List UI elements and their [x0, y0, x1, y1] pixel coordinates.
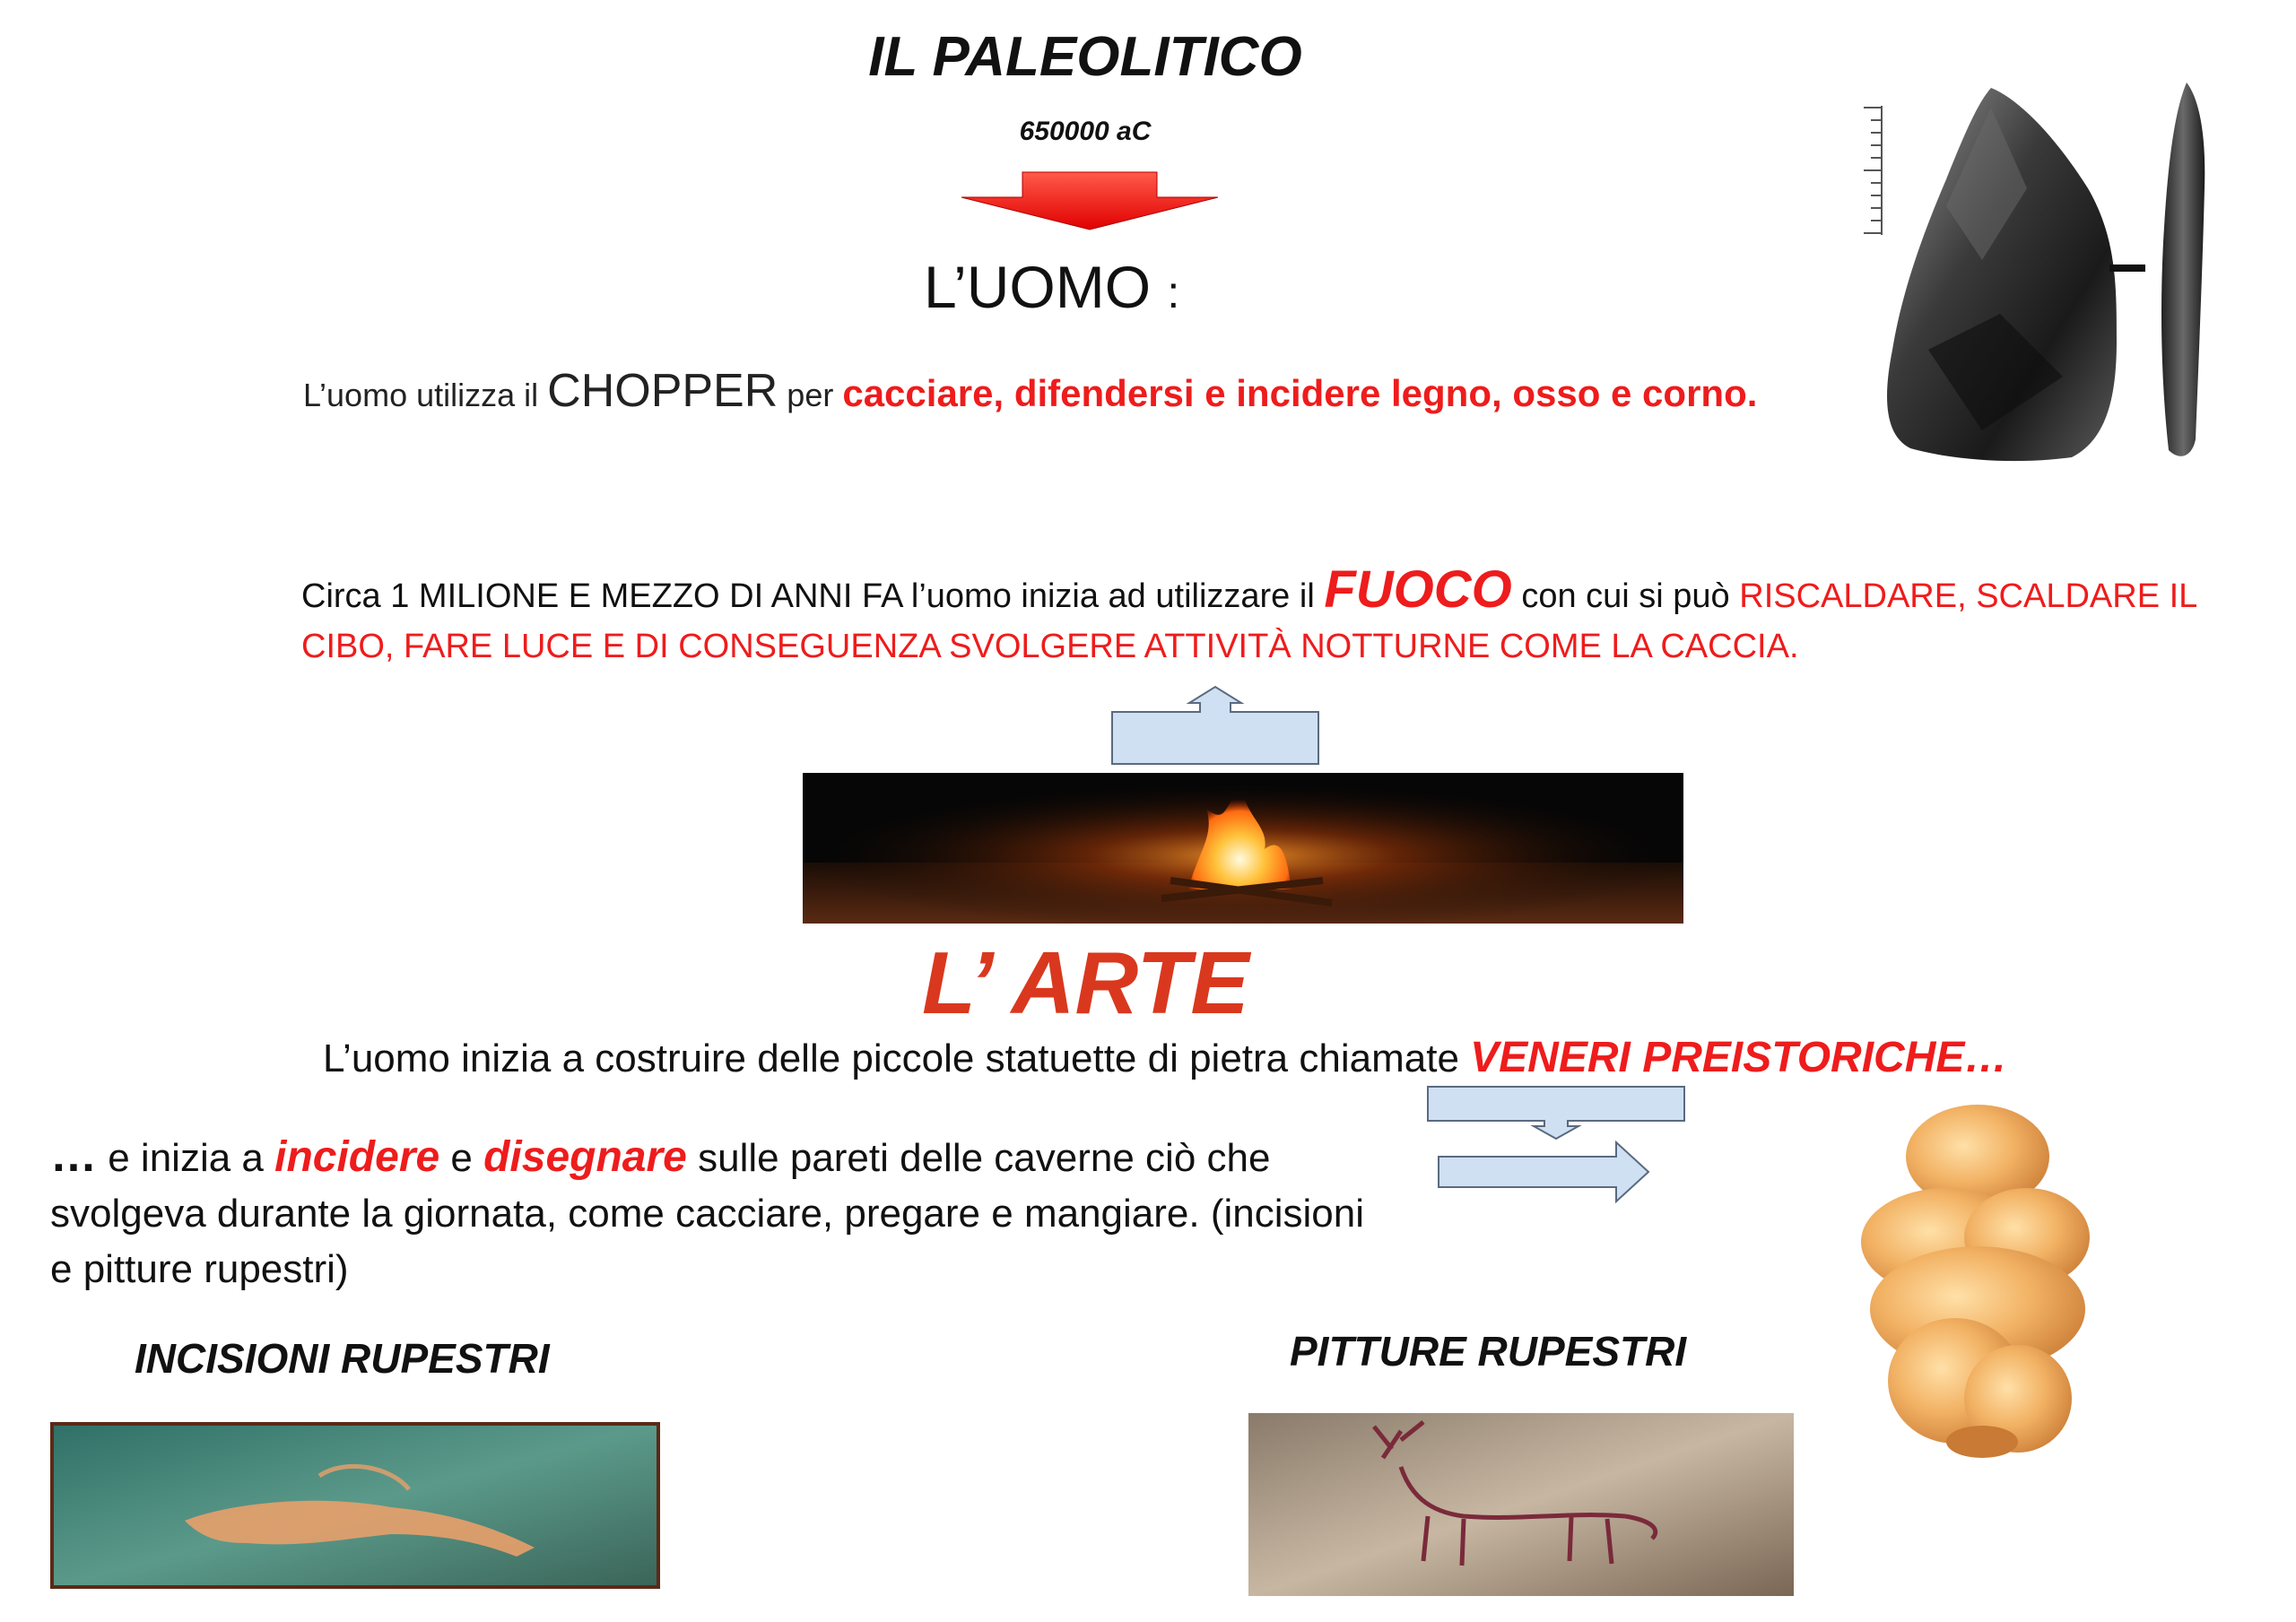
incidere-highlight: incidere — [274, 1133, 440, 1181]
fuoco-middle: con cui si può — [1511, 577, 1740, 615]
incidere-rest: sulle pareti delle caverne ciò che svolgeva durante la giornata, come cacciare, pregare e mangiare. (incisioni e pitture rupestri) — [50, 1136, 1364, 1291]
incidere-a: e inizia a — [97, 1136, 275, 1180]
incisioni-label: INCISIONI RUPESTRI — [135, 1335, 550, 1382]
veneri-paragraph — [323, 1033, 2296, 1082]
chopper-prefix: L’uomo utilizza il — [303, 377, 548, 413]
ellipsis: … — [50, 1130, 97, 1182]
red-down-arrow — [960, 170, 1220, 231]
fuoco-prefix: Circa 1 MILIONE E MEZZO DI ANNI FA l’uomo inizia ad utilizzare il — [301, 577, 1325, 615]
right-arrow — [1437, 1141, 1652, 1203]
pitture-rupestri-image — [1248, 1413, 1794, 1596]
incisioni-rupestri-image — [50, 1422, 660, 1589]
disegnare-highlight: disegnare — [483, 1133, 687, 1181]
page-title: IL PALEOLITICO — [868, 26, 1302, 88]
veneri-prefix: L’uomo inizia a costruire delle piccole statuette di pietra chiamate — [323, 1037, 1471, 1080]
uomo-heading-colon: : — [1167, 267, 1180, 317]
chopper-hl-rest: difendersi e incidere legno, osso e corno. — [1013, 372, 1758, 414]
chopper-comma: , — [993, 372, 1014, 414]
uomo-heading-text: L’UOMO — [924, 254, 1152, 320]
chopper-word: CHOPPER — [547, 365, 778, 417]
fuoco-highlight: RISCALDARE, SCALDARE IL CIBO, FARE LUCE E DI CONSEGUENZA SVOLGERE ATTIVITÀ NOTTURNE COME LA CACCIA. — [301, 577, 2196, 665]
arte-title: L’ ARTE — [922, 933, 1249, 1032]
fuoco-paragraph — [301, 560, 2274, 672]
chopper-per: per — [778, 377, 843, 413]
fuoco-word: FUOCO — [1324, 560, 1512, 619]
chopper-stone-image — [1848, 81, 2224, 466]
incidere-paragraph — [50, 1128, 1396, 1297]
venus-statuette-image — [1821, 1103, 2144, 1462]
up-arrow-box — [1110, 685, 1320, 766]
fire-image — [803, 773, 1683, 924]
date-label: 650000 aC — [1019, 117, 1152, 146]
uomo-heading — [924, 253, 1179, 321]
scale-ruler — [1864, 106, 1882, 235]
veneri-highlight: VENERI PREISTORICHE… — [1470, 1034, 2008, 1081]
chopper-paragraph — [303, 364, 1819, 422]
chopper-hl-cacciare: cacciare — [842, 372, 994, 414]
down-arrow-box — [1426, 1085, 1686, 1141]
incidere-e: e — [439, 1136, 484, 1180]
pitture-label: PITTURE RUPESTRI — [1290, 1328, 1687, 1375]
